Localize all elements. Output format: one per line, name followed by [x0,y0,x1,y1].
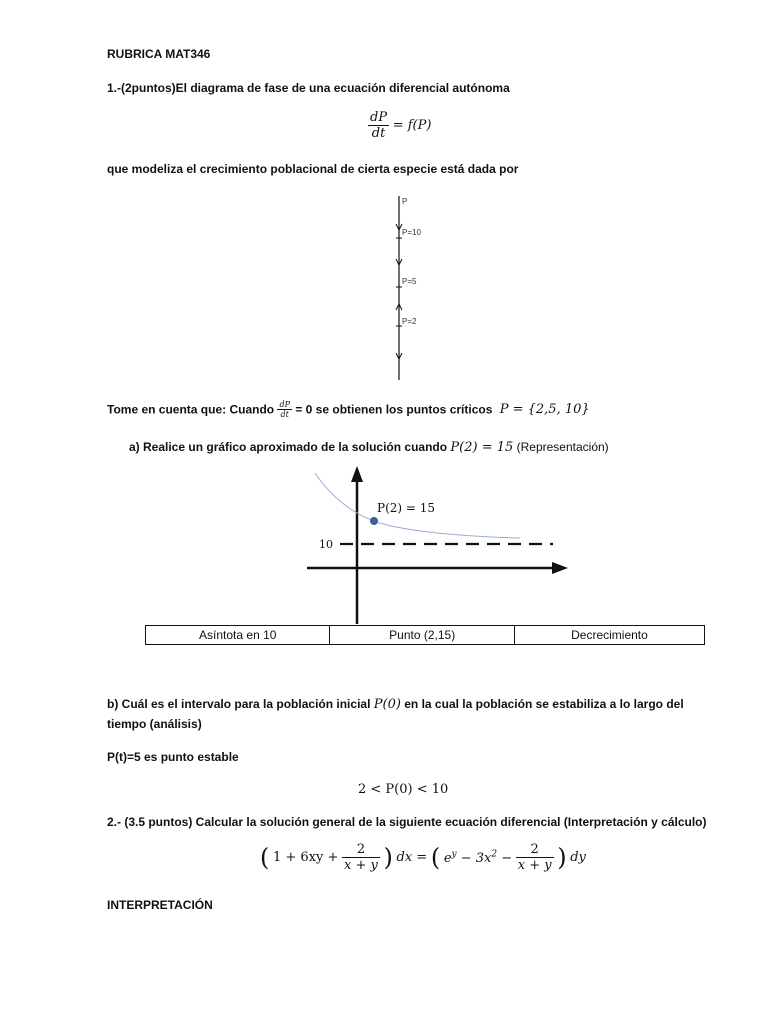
equation-rhs: = f(P) [392,118,432,133]
part-b-line-2: tiempo (análisis) [107,717,202,731]
exact-equation: ( 1 + 6xy + $\frac{2}{x + y}$ ) dx = ( $e^y - 3x^2$ − $\frac{2}{x + y}$ ) dy [260,842,586,873]
phase-point-label-5: P=5 [402,277,417,286]
page-title: RUBRICA MAT346 [107,47,211,61]
stability-interval: 2 < P(0) < 10 [358,782,449,797]
part-a-prompt: a) Realice un gráfico aproximado de la solución cuando P(2) = 15 (Representación) [129,440,609,455]
critical-fraction: $\frac{dP}{dt}$ [279,400,290,419]
criteria-cell: Asíntota en 10 [146,626,330,645]
lhs-fraction: $\frac{2}{x + y}$ [344,842,378,873]
criteria-cell: Decrecimiento [514,626,704,645]
criteria-cell: Punto (2,15) [330,626,514,645]
table-row [146,626,705,645]
criteria-table [145,625,705,645]
question-2-intro: 2.- (3.5 puntos) Calcular la solución general de la siguiente ecuación diferencial (Interpretación y cálculo) [107,815,707,829]
y-axis-arrow-icon [351,466,363,482]
asymptote-label: 10 [319,538,333,551]
phase-point-label-2: P=2 [402,317,417,326]
phase-axis-label: P [402,197,408,206]
critical-points-line: Tome en cuenta que: Cuando $\frac{dP}{dt}$ = 0 se obtienen los puntos críticos P = {2,5, 10} [107,400,590,419]
question-1-description: que modeliza el crecimiento poblacional de cierta especie está dada por [107,162,519,176]
stable-point-statement: P(t)=5 es punto estable [107,750,239,764]
critical-set: P = {2,5, 10} [499,402,590,417]
initial-point-marker [370,517,378,525]
section-interpretation: INTERPRETACIÓN [107,898,213,912]
equation-fraction: $\frac{dP}{dt}$ [370,110,388,141]
initial-point-label: P(2) = 15 [377,501,436,515]
x-axis-arrow-icon [552,562,568,574]
rhs-fraction: $\frac{2}{x + y}$ [517,842,552,873]
part-b-line-1: b) Cuál es el intervalo para la población inicial P(0) en la cual la población se estabiliza a lo largo del [107,697,684,712]
question-1-intro: 1.-(2puntos)El diagrama de fase de una ecuación diferencial autónoma [107,81,510,95]
phase-point-label-10: P=10 [402,228,421,237]
